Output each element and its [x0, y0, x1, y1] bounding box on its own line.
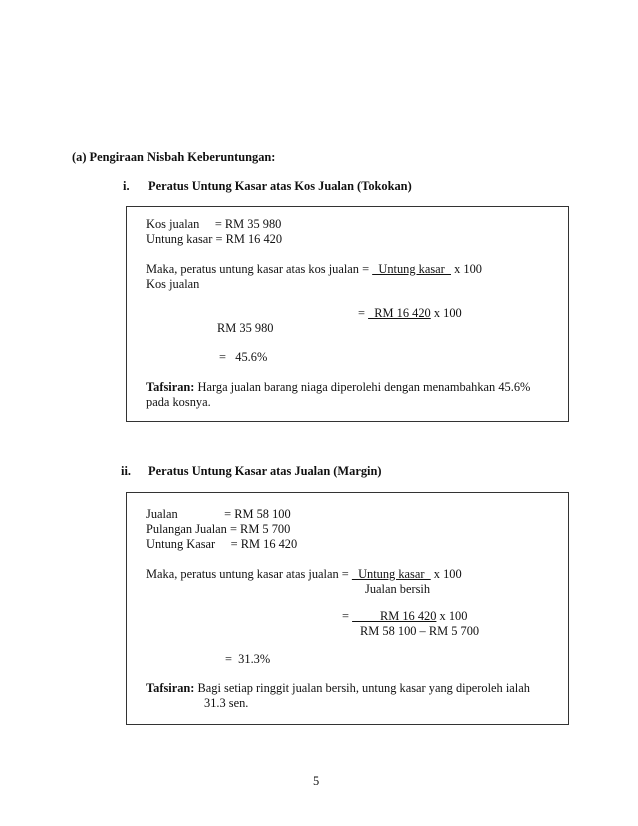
- formula-numerator: Untung kasar: [351, 567, 431, 581]
- sub-numerator: RM 16 420: [352, 609, 437, 623]
- sub-eq: =: [358, 306, 369, 320]
- interpretation: [146, 681, 530, 696]
- interp-text-continued: pada kosnya.: [146, 395, 211, 409]
- sub-numerator: RM 16 420: [368, 306, 431, 320]
- interp-label: Tafsiran:: [146, 681, 195, 695]
- formula-tail: x 100: [450, 262, 482, 276]
- formula-line: [146, 567, 462, 582]
- section-i-box: [126, 206, 569, 422]
- interp-text: Harga jualan barang niaga diperolehi dengan menambahkan 45.6%: [194, 380, 531, 394]
- result-value: = 31.3%: [225, 652, 271, 666]
- formula-denominator: Kos jualan: [146, 277, 200, 291]
- section-i-number: i.: [123, 179, 130, 193]
- sub-tail: x 100: [430, 306, 462, 320]
- untung-kasar-line: Untung Kasar = RM 16 420: [146, 537, 298, 551]
- section-ii-title: Peratus Untung Kasar atas Jualan (Margin): [148, 464, 382, 478]
- untung-kasar-line: Untung kasar = RM 16 420: [146, 232, 283, 246]
- formula-line: [146, 262, 482, 277]
- section-i-title: Peratus Untung Kasar atas Kos Jualan (Tokokan): [148, 179, 412, 193]
- sub-eq: =: [342, 609, 353, 623]
- section-ii-box: [126, 492, 569, 725]
- sub-denominator: RM 58 100 – RM 5 700: [360, 624, 480, 638]
- pulangan-jualan-line: Pulangan Jualan = RM 5 700: [146, 522, 291, 536]
- formula-lead: Maka, peratus untung kasar atas kos jualan =: [146, 262, 373, 276]
- substitution-line: [342, 609, 467, 624]
- kos-jualan-line: Kos jualan = RM 35 980: [146, 217, 282, 231]
- formula-denominator: Jualan bersih: [365, 582, 431, 596]
- substitution-line: [358, 306, 462, 321]
- sub-tail: x 100: [436, 609, 468, 623]
- formula-tail: x 100: [430, 567, 462, 581]
- interp-text-continued: 31.3 sen.: [204, 696, 249, 710]
- jualan-line: Jualan = RM 58 100: [146, 507, 291, 521]
- page-number: 5: [313, 774, 320, 788]
- formula-lead: Maka, peratus untung kasar atas jualan =: [146, 567, 352, 581]
- section-heading: (a) Pengiraan Nisbah Keberuntungan:: [72, 150, 276, 164]
- interpretation: [146, 380, 530, 395]
- interp-label: Tafsiran:: [146, 380, 195, 394]
- formula-numerator: Untung kasar: [372, 262, 451, 276]
- result-value: = 45.6%: [219, 350, 268, 364]
- section-ii-number: ii.: [121, 464, 131, 478]
- interp-text: Bagi setiap ringgit jualan bersih, untung kasar yang diperoleh ialah: [194, 681, 530, 695]
- sub-denominator: RM 35 980: [217, 321, 274, 335]
